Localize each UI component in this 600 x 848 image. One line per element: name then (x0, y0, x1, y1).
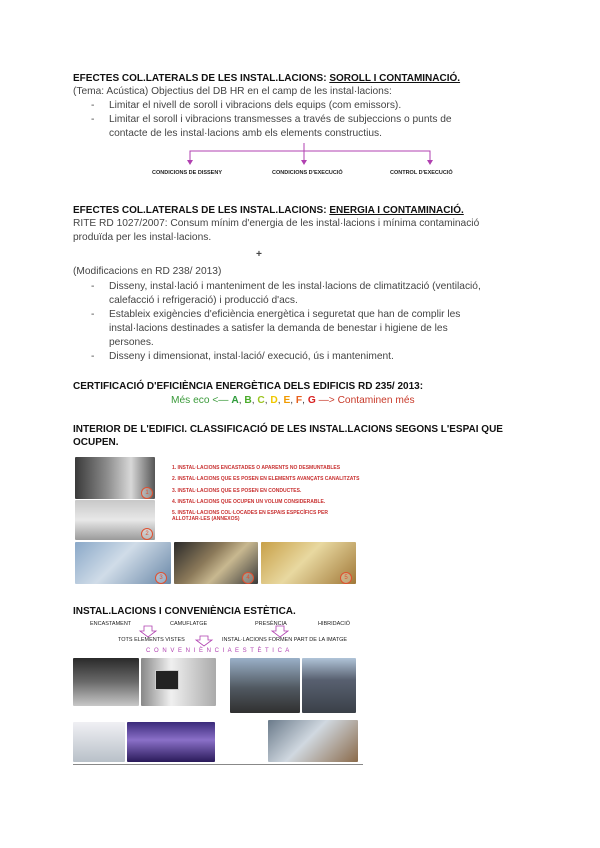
photo-wall-panel (141, 658, 216, 706)
letter-separator: , (238, 395, 245, 406)
energy-scale (171, 394, 415, 409)
section-certificacio-heading: CERTIFICACIÓ D'EFICIÈNCIA ENERGÈTICA DELS EDIFICIS RD 235/ 2013: (73, 381, 424, 392)
energy-letter: C (257, 395, 265, 406)
photo-interior-hall (73, 658, 139, 706)
energy-letter: E (283, 395, 291, 406)
list-item: - Estableix exigències d'eficiència energètica i seguretat que han de complir les (109, 308, 460, 323)
list-item-continuation: calefacció i refrigeració) i producció d'acs. (109, 295, 298, 306)
mid-label: TOTS ELEMENTS VISTES (118, 637, 185, 643)
section-energia-heading: EFECTES COL.LATERALS DE LES INSTAL.LACIONS: ENERGIA I CONTAMINACIÓ. (73, 205, 464, 216)
photo-plant-room (261, 542, 356, 584)
letter-separator: , (290, 395, 296, 406)
list-item: - Limitar el soroll i vibracions transmesses a través de subjeccions o punts de (109, 113, 452, 128)
conditions-diagram (180, 143, 440, 173)
section-estetica-heading: INSTAL.LACIONS I CONVENIÈNCIA ESTÈTICA. (73, 606, 296, 617)
photo-machinery (174, 542, 258, 584)
arrow-down-icon (140, 626, 156, 637)
diagram-bracket (190, 151, 430, 160)
photo-ceiling-ducts (75, 500, 155, 540)
letter-separator: , (302, 395, 308, 406)
arrow-down-icon (196, 636, 212, 646)
photo-corridor-pipes (75, 457, 155, 499)
scale-right-label: Contaminen més (337, 395, 415, 406)
plus-sign: + (256, 249, 262, 260)
divider (73, 764, 363, 765)
top-label: HIBRIDACIÓ (318, 621, 351, 627)
section-interior-heading-line2: OCUPEN. (73, 437, 119, 448)
photo-street-building (230, 658, 300, 713)
energy-letter: B (244, 395, 252, 406)
photo-modern-building (268, 720, 358, 762)
section-interior-heading: INTERIOR DE L'EDIFICI. CLASSIFICACIÓ DE LES INSTAL.LACIONS SEGONS L'ESPAI QUE (73, 424, 503, 435)
list-item: - Disseny, instal·lació i manteniment de les instal·lacions de climatització (ventilació, (109, 280, 481, 295)
mid-label: INSTAL·LACIONS FORMEN PART DE LA IMATGE (222, 637, 348, 643)
arrow-down-icon (427, 160, 433, 165)
scale-left-label: Més eco (171, 395, 210, 406)
energy-letters (231, 395, 315, 406)
rite-line: RITE RD 1027/2007: Consum mínim d'energia de les instal·lacions i mínima contaminació (73, 218, 480, 229)
photo-number: 1 (141, 487, 153, 499)
letter-separator: , (277, 395, 284, 406)
section-soroll-heading: EFECTES COL.LATERALS DE LES INSTAL.LACIONS: SOROLL I CONTAMINACIÓ. (73, 73, 461, 84)
photo-purple-ceiling (127, 722, 215, 762)
diagram-label-disseny: CONDICIONS DE DISSENY (152, 170, 222, 176)
diagram-label-execucio: CONDICIONS D'EXECUCIÓ (272, 170, 343, 176)
scale-arrow-right: —> (315, 395, 338, 406)
arrow-down-icon (301, 160, 307, 165)
photo-tower (302, 658, 356, 713)
modifications-note: (Modificacions en RD 238/ 2013) (73, 266, 222, 277)
letter-separator: , (264, 395, 271, 406)
letter-separator: , (251, 395, 258, 406)
top-label: CAMUFLATGE (170, 621, 208, 627)
classification-item: 3. INSTAL·LACIONS QUE ES POSEN EN CONDUCTES. (172, 488, 302, 494)
convenience-banner: C O N V E N I È N C I A E S T È T I C A (146, 648, 291, 654)
photo-ducts-room (75, 542, 171, 584)
energy-letter: G (307, 395, 316, 406)
list-item: - Limitar el nivell de soroll i vibracions dels equips (com emissors). (109, 99, 401, 114)
scale-arrow-left: <— (209, 395, 232, 406)
list-item-continuation: instal·lacions destinades a satisfer la demanda de benestar i higiene de les (109, 323, 448, 334)
classification-item: 5. INSTAL·LACIONS COL·LOCADES EN ESPAIS ESPECÍFICS PER (172, 510, 328, 516)
photo-number: 2 (141, 528, 153, 540)
arrow-down-icon (187, 160, 193, 165)
photo-number: 4 (242, 572, 254, 584)
energy-letter: F (295, 395, 303, 406)
section-soroll-intro: (Tema: Acústica) Objectius del DB HR en el camp de les instal·lacions: (73, 86, 392, 97)
photo-number: 3 (155, 572, 167, 584)
energy-letter: A (231, 395, 239, 406)
list-item: - Disseny i dimensionat, instal·lació/ execució, ús i manteniment. (109, 350, 394, 365)
arrow-down-icon (272, 626, 288, 637)
list-item-continuation: contacte de les instal·lacions amb els elements constructius. (109, 128, 382, 139)
classification-item-continuation: ALLOTJAR-LES (ANNEXOS) (172, 516, 240, 522)
diagram-label-control: CONTROL D'EXECUCIÓ (390, 170, 453, 176)
classification-item: 1. INSTAL·LACIONS ENCASTADES O APARENTS NO DESMUNTABLES (172, 465, 341, 471)
top-label: ENCASTAMENT (90, 621, 132, 627)
list-item-continuation: persones. (109, 337, 154, 348)
energy-letter: D (270, 395, 278, 406)
rite-line-continuation: produïda per les instal·lacions. (73, 232, 212, 243)
classification-item: 2. INSTAL·LACIONS QUE ES POSEN EN ELEMENTS AVANÇATS CANALITZATS (172, 476, 360, 482)
estetica-arrows (140, 626, 300, 646)
top-label: PRESÈNCIA (255, 621, 287, 627)
classification-item: 4. INSTAL·LACIONS QUE OCUPEN UN VOLUM CONSIDERABLE. (172, 499, 326, 505)
photo-number: 5 (340, 572, 352, 584)
photo-bathroom (73, 722, 125, 762)
